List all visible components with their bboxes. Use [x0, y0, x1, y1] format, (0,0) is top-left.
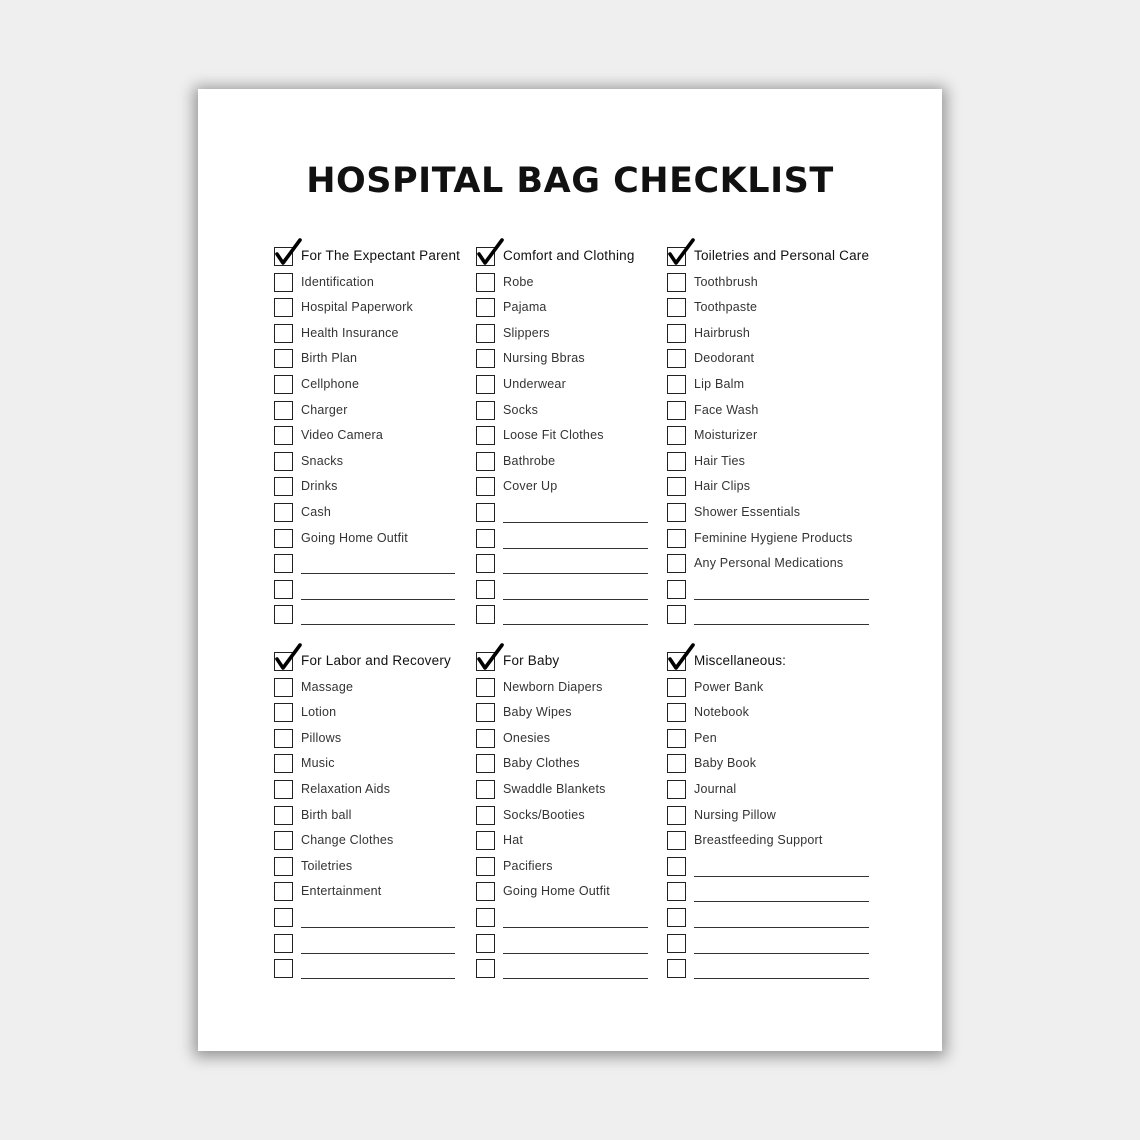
item-label: Loose Fit Clothes [503, 428, 604, 443]
item-checkbox[interactable] [667, 959, 686, 978]
item-checkbox[interactable] [476, 678, 495, 697]
blank-write-in-line[interactable] [503, 522, 648, 523]
blank-write-in-line[interactable] [503, 927, 648, 928]
item-label: Birth ball [301, 807, 352, 822]
item-label: Lip Balm [694, 376, 745, 391]
item-checkbox[interactable] [274, 349, 293, 368]
checkmark-icon [273, 642, 303, 672]
checkmark-icon [475, 642, 505, 672]
section-heading: Toiletries and Personal Care [694, 248, 870, 263]
item-label: Toiletries [301, 858, 353, 873]
item-checkbox[interactable] [476, 605, 495, 624]
item-checkbox[interactable] [667, 529, 686, 548]
blank-write-in-line[interactable] [694, 599, 869, 600]
item-label: Cover Up [503, 479, 558, 494]
item-checkbox[interactable] [476, 298, 495, 317]
item-checkbox[interactable] [667, 780, 686, 799]
section-heading: For Baby [503, 653, 560, 668]
item-label: Hospital Paperwork [301, 300, 413, 315]
item-checkbox[interactable] [274, 452, 293, 471]
blank-write-in-line[interactable] [503, 548, 648, 549]
checkmark-icon [475, 237, 505, 267]
item-checkbox[interactable] [667, 452, 686, 471]
item-checkbox[interactable] [476, 349, 495, 368]
item-label: Video Camera [301, 428, 384, 443]
item-checkbox[interactable] [476, 273, 495, 292]
page-title: HOSPITAL BAG CHECKLIST [306, 161, 834, 201]
item-checkbox[interactable] [274, 831, 293, 850]
blank-write-in-line[interactable] [694, 927, 869, 928]
item-checkbox[interactable] [667, 375, 686, 394]
item-checkbox[interactable] [476, 324, 495, 343]
item-label: Swaddle Blankets [503, 781, 606, 796]
item-checkbox[interactable] [274, 298, 293, 317]
item-label: Music [301, 756, 335, 771]
item-label: Toothpaste [694, 300, 758, 315]
item-label: Journal [694, 781, 737, 796]
item-label: Onesies [503, 730, 551, 745]
item-checkbox[interactable] [667, 934, 686, 953]
item-label: Face Wash [694, 402, 759, 417]
item-label: Notebook [694, 705, 750, 720]
item-label: Snacks [301, 453, 344, 468]
item-checkbox[interactable] [667, 857, 686, 876]
item-label: Toothbrush [694, 274, 758, 289]
item-checkbox[interactable] [476, 375, 495, 394]
item-checkbox[interactable] [274, 426, 293, 445]
item-checkbox[interactable] [667, 580, 686, 599]
item-label: Any Personal Medications [694, 556, 844, 571]
item-label: Pacifiers [503, 858, 553, 873]
item-label: Relaxation Aids [301, 781, 391, 796]
item-checkbox[interactable] [274, 908, 293, 927]
item-checkbox[interactable] [476, 780, 495, 799]
item-label: Cash [301, 504, 331, 519]
blank-write-in-line[interactable] [503, 624, 648, 625]
item-checkbox[interactable] [476, 529, 495, 548]
item-label: Birth Plan [301, 351, 358, 366]
item-checkbox[interactable] [274, 554, 293, 573]
item-checkbox[interactable] [667, 324, 686, 343]
item-label: Baby Book [694, 756, 757, 771]
blank-write-in-line[interactable] [301, 573, 455, 574]
item-label: Deodorant [694, 351, 755, 366]
item-checkbox[interactable] [274, 806, 293, 825]
item-checkbox[interactable] [476, 729, 495, 748]
blank-write-in-line[interactable] [301, 978, 455, 979]
item-checkbox[interactable] [476, 831, 495, 850]
item-checkbox[interactable] [476, 401, 495, 420]
item-checkbox[interactable] [667, 426, 686, 445]
item-checkbox[interactable] [274, 934, 293, 953]
blank-write-in-line[interactable] [503, 978, 648, 979]
item-label: Identification [301, 274, 374, 289]
item-checkbox[interactable] [274, 678, 293, 697]
item-label: Hair Clips [694, 479, 751, 494]
item-checkbox[interactable] [667, 806, 686, 825]
item-checkbox[interactable] [667, 477, 686, 496]
item-checkbox[interactable] [274, 729, 293, 748]
blank-write-in-line[interactable] [694, 901, 869, 902]
checkmark-icon [666, 642, 696, 672]
item-checkbox[interactable] [274, 754, 293, 773]
item-checkbox[interactable] [667, 703, 686, 722]
section-heading: For The Expectant Parent [301, 248, 461, 263]
item-checkbox[interactable] [667, 401, 686, 420]
section-heading: For Labor and Recovery [301, 653, 451, 668]
item-label: Change Clothes [301, 833, 394, 848]
item-checkbox[interactable] [476, 426, 495, 445]
item-checkbox[interactable] [274, 780, 293, 799]
item-label: Charger [301, 402, 348, 417]
item-checkbox[interactable] [274, 477, 293, 496]
item-checkbox[interactable] [667, 298, 686, 317]
item-checkbox[interactable] [274, 503, 293, 522]
item-checkbox[interactable] [476, 452, 495, 471]
section-heading: Comfort and Clothing [503, 248, 635, 263]
item-label: Going Home Outfit [301, 530, 408, 545]
item-checkbox[interactable] [274, 580, 293, 599]
item-checkbox[interactable] [667, 503, 686, 522]
item-checkbox[interactable] [667, 908, 686, 927]
item-checkbox[interactable] [274, 401, 293, 420]
item-checkbox[interactable] [667, 729, 686, 748]
item-label: Bathrobe [503, 453, 556, 468]
item-label: Socks [503, 402, 539, 417]
item-label: Power Bank [694, 679, 764, 694]
item-checkbox[interactable] [274, 529, 293, 548]
item-checkbox[interactable] [476, 882, 495, 901]
blank-write-in-line[interactable] [301, 599, 455, 600]
checkmark-icon [273, 237, 303, 267]
item-label: Moisturizer [694, 428, 758, 443]
item-label: Hair Ties [694, 453, 746, 468]
item-label: Going Home Outfit [503, 884, 610, 899]
item-checkbox[interactable] [476, 908, 495, 927]
item-label: Breastfeeding Support [694, 833, 823, 848]
item-checkbox[interactable] [476, 857, 495, 876]
item-label: Hairbrush [694, 325, 750, 340]
item-label: Socks/Booties [503, 807, 585, 822]
item-label: Nursing Bbras [503, 351, 585, 366]
item-label: Lotion [301, 705, 337, 720]
item-checkbox[interactable] [274, 959, 293, 978]
item-checkbox[interactable] [274, 703, 293, 722]
blank-write-in-line[interactable] [301, 953, 455, 954]
item-checkbox[interactable] [476, 503, 495, 522]
blank-write-in-line[interactable] [301, 624, 455, 625]
item-label: Nursing Pillow [694, 807, 776, 822]
item-label: Hat [503, 833, 524, 848]
item-label: Pen [694, 730, 717, 745]
checkmark-icon [666, 237, 696, 267]
item-label: Pajama [503, 300, 547, 315]
item-checkbox[interactable] [274, 882, 293, 901]
item-checkbox[interactable] [476, 554, 495, 573]
blank-write-in-line[interactable] [694, 624, 869, 625]
blank-write-in-line[interactable] [694, 876, 869, 877]
item-label: Entertainment [301, 884, 382, 899]
blank-write-in-line[interactable] [503, 599, 648, 600]
item-label: Health Insurance [301, 325, 399, 340]
item-checkbox[interactable] [274, 273, 293, 292]
blank-write-in-line[interactable] [301, 927, 455, 928]
item-label: Baby Wipes [503, 705, 572, 720]
item-checkbox[interactable] [476, 477, 495, 496]
item-checkbox[interactable] [274, 324, 293, 343]
item-checkbox[interactable] [476, 580, 495, 599]
item-label: Newborn Diapers [503, 679, 603, 694]
item-label: Massage [301, 679, 354, 694]
item-checkbox[interactable] [476, 934, 495, 953]
item-checkbox[interactable] [476, 703, 495, 722]
item-label: Drinks [301, 479, 338, 494]
item-label: Slippers [503, 325, 550, 340]
item-label: Feminine Hygiene Products [694, 530, 853, 545]
section-heading: Miscellaneous: [694, 653, 787, 668]
item-label: Robe [503, 274, 534, 289]
item-label: Pillows [301, 730, 342, 745]
blank-write-in-line[interactable] [503, 573, 648, 574]
item-label: Cellphone [301, 376, 360, 391]
item-checkbox[interactable] [274, 857, 293, 876]
blank-write-in-line[interactable] [503, 953, 648, 954]
item-checkbox[interactable] [274, 375, 293, 394]
item-checkbox[interactable] [667, 273, 686, 292]
item-checkbox[interactable] [476, 806, 495, 825]
item-checkbox[interactable] [667, 349, 686, 368]
item-label: Underwear [503, 376, 566, 391]
blank-write-in-line[interactable] [694, 978, 869, 979]
item-checkbox[interactable] [667, 605, 686, 624]
item-checkbox[interactable] [476, 959, 495, 978]
item-checkbox[interactable] [667, 754, 686, 773]
item-checkbox[interactable] [274, 605, 293, 624]
item-checkbox[interactable] [667, 554, 686, 573]
item-checkbox[interactable] [476, 754, 495, 773]
item-label: Baby Clothes [503, 756, 580, 771]
item-checkbox[interactable] [667, 831, 686, 850]
blank-write-in-line[interactable] [694, 953, 869, 954]
item-label: Shower Essentials [694, 504, 801, 519]
item-checkbox[interactable] [667, 882, 686, 901]
item-checkbox[interactable] [667, 678, 686, 697]
